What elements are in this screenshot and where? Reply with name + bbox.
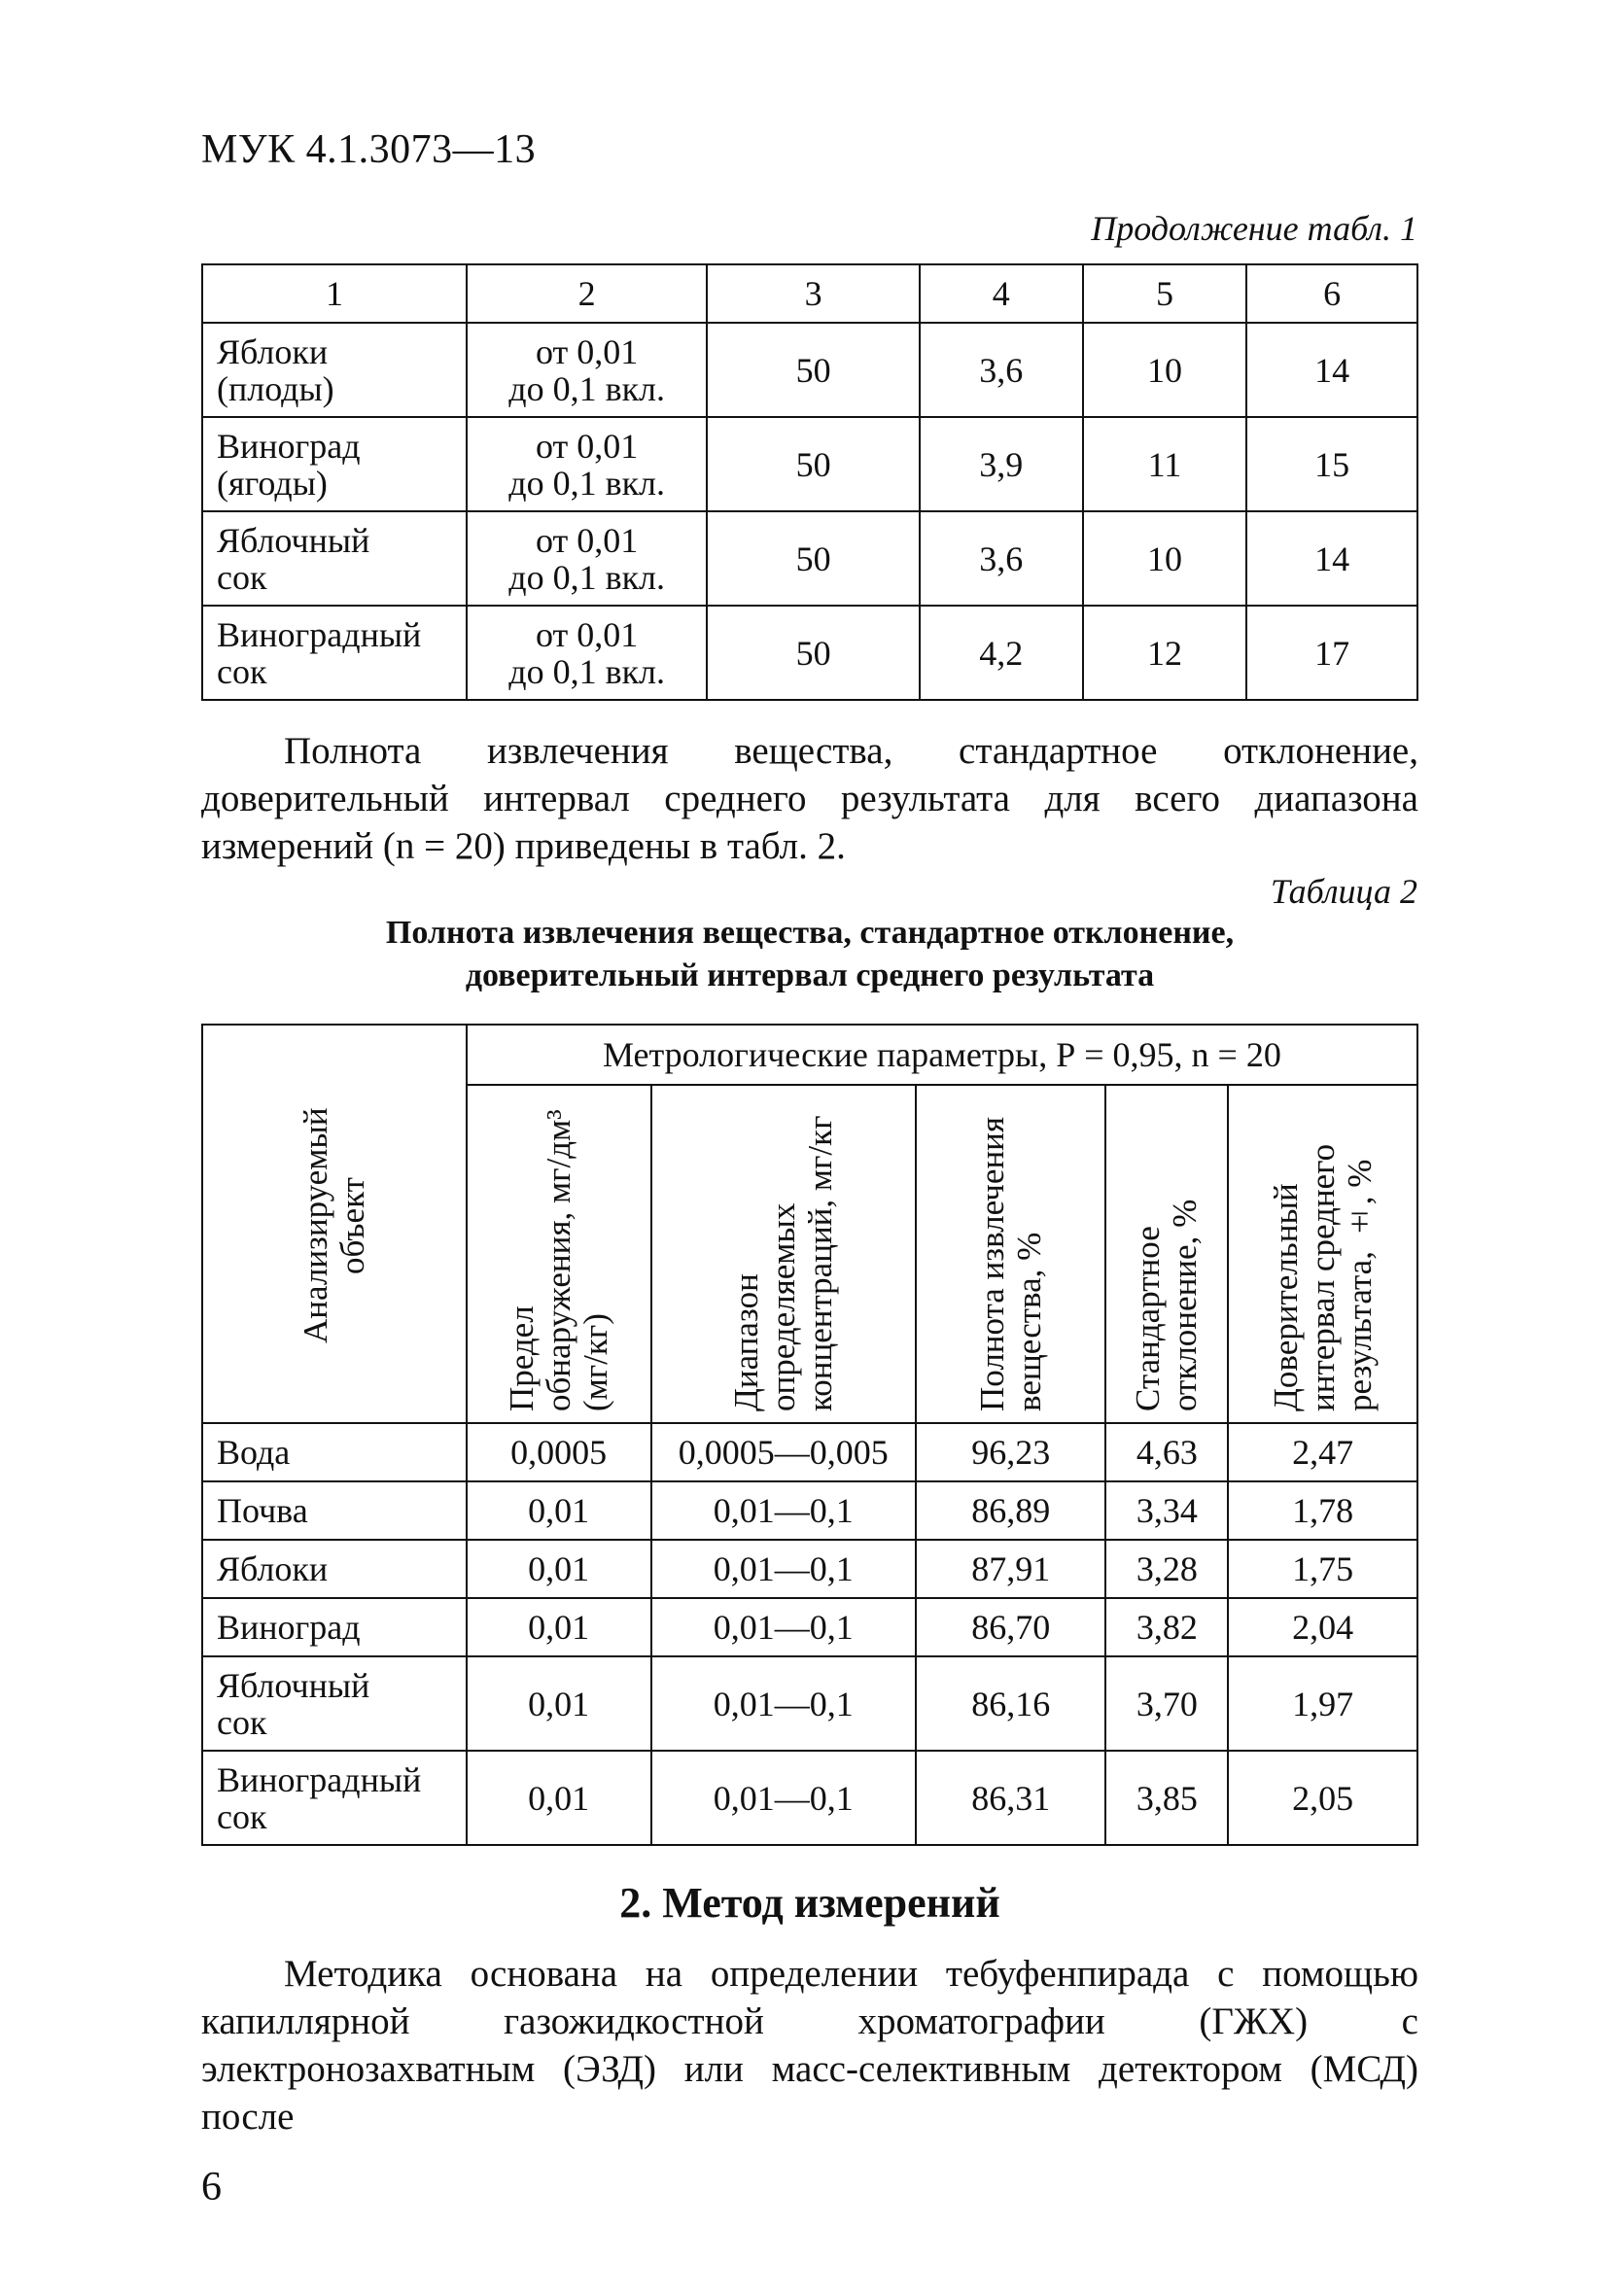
value-cell: 14 xyxy=(1246,511,1417,606)
sd-cell: 3,85 xyxy=(1105,1751,1228,1845)
ci-cell: 1,97 xyxy=(1228,1656,1417,1751)
row-name-line2: сок xyxy=(217,651,267,691)
value-cell: 11 xyxy=(1083,417,1247,511)
table-row xyxy=(202,417,1417,511)
value-cell: 50 xyxy=(707,606,920,700)
table1-header-cell: 5 xyxy=(1083,264,1247,323)
table1-continuation-label: Продолжение табл. 1 xyxy=(1091,209,1417,248)
value-cell: 3,9 xyxy=(920,417,1083,511)
value-cell: 3,6 xyxy=(920,323,1083,417)
table-row xyxy=(202,606,1417,700)
sd-cell: 3,82 xyxy=(1105,1598,1228,1656)
detect-cell: 0,01 xyxy=(467,1540,651,1598)
table1-header-cell: 2 xyxy=(467,264,708,323)
detect-cell: 0,01 xyxy=(467,1751,651,1845)
table2-caption: Таблица 2 xyxy=(1270,872,1417,911)
col-header-recovery-text: Полнота извлечения вещества, % xyxy=(972,1116,1048,1411)
value-cell: 50 xyxy=(707,323,920,417)
page-number: 6 xyxy=(201,2165,222,2209)
range-line2: до 0,1 вкл. xyxy=(508,557,666,597)
row-name-line1: Яблоки xyxy=(217,331,329,371)
row-name-line1: Виноградный xyxy=(217,614,422,654)
row-name-cell xyxy=(202,1656,467,1751)
table1-header-row xyxy=(202,264,1417,323)
ci-cell: 2,04 xyxy=(1228,1598,1417,1656)
value-cell: 50 xyxy=(707,417,920,511)
range-line1: от 0,01 xyxy=(536,426,639,466)
range-line2: до 0,1 вкл. xyxy=(508,368,666,408)
col-header-detect xyxy=(467,1085,651,1423)
range-line2: до 0,1 вкл. xyxy=(508,463,666,503)
recovery-cell: 87,91 xyxy=(916,1540,1106,1598)
value-cell: 15 xyxy=(1246,417,1417,511)
col-header-object xyxy=(202,1025,467,1423)
range-line1: от 0,01 xyxy=(536,614,639,654)
group-header-metrology: Метрологические параметры, Р = 0,95, n = 20 xyxy=(467,1025,1417,1085)
ci-cell: 1,75 xyxy=(1228,1540,1417,1598)
ci-cell: 2,47 xyxy=(1228,1423,1417,1481)
col-header-ci-text: Доверительный интервал среднего результата, ±, % xyxy=(1266,1143,1379,1411)
row-name-line2: (ягоды) xyxy=(217,463,328,503)
table-row xyxy=(202,1423,1417,1481)
recovery-cell: 86,16 xyxy=(916,1656,1106,1751)
range-cell: 0,01—0,1 xyxy=(651,1656,916,1751)
document-id: МУК 4.1.3073—13 xyxy=(201,127,537,172)
table2-title xyxy=(201,912,1418,997)
row-name-cell xyxy=(202,417,467,511)
range-cell xyxy=(467,606,708,700)
detect-cell: 0,0005 xyxy=(467,1423,651,1481)
row-name-cell xyxy=(202,511,467,606)
value-cell: 3,6 xyxy=(920,511,1083,606)
col-header-recovery xyxy=(916,1085,1106,1423)
paragraph-recovery-note: Полнота извлечения вещества, стандартное отклонение, доверительный интервал среднего результата для всего диапазона измерений (n = 20) приведены в табл. 2. xyxy=(201,730,1418,867)
value-cell: 4,2 xyxy=(920,606,1083,700)
range-line1: от 0,01 xyxy=(536,331,639,371)
row-name-cell: Виноград xyxy=(202,1598,467,1656)
value-cell: 10 xyxy=(1083,511,1247,606)
row-name-line2: сок xyxy=(217,1702,267,1742)
row-name-cell xyxy=(202,606,467,700)
table-row xyxy=(202,323,1417,417)
table2 xyxy=(201,1024,1418,1846)
row-name-cell: Почва xyxy=(202,1481,467,1540)
col-header-detect-text: Предел обнаружения, мг/дм³ (мг/кг) xyxy=(502,1108,614,1411)
ci-cell: 2,05 xyxy=(1228,1751,1417,1845)
range-cell xyxy=(467,323,708,417)
paragraph-method: Методика основана на определении тебуфенпирада с помощью капиллярной газожидкостной хроматографии (ГЖХ) с электронозахватным (ЭЗД) или масс-селективным детектором (МСД) после xyxy=(201,1953,1418,2138)
recovery-cell: 86,70 xyxy=(916,1598,1106,1656)
range-cell: 0,01—0,1 xyxy=(651,1751,916,1845)
col-header-object-text: Анализируемый объект xyxy=(296,1107,371,1343)
col-header-range xyxy=(651,1085,916,1423)
value-cell: 12 xyxy=(1083,606,1247,700)
sd-cell: 4,63 xyxy=(1105,1423,1228,1481)
range-cell: 0,01—0,1 xyxy=(651,1598,916,1656)
range-cell: 0,01—0,1 xyxy=(651,1481,916,1540)
detect-cell: 0,01 xyxy=(467,1598,651,1656)
sd-cell: 3,34 xyxy=(1105,1481,1228,1540)
table-row xyxy=(202,511,1417,606)
col-header-sd-text: Стандартное отклонение, % xyxy=(1129,1199,1205,1411)
value-cell: 50 xyxy=(707,511,920,606)
table1-header-cell: 6 xyxy=(1246,264,1417,323)
row-name-line2: сок xyxy=(217,557,267,597)
row-name-cell xyxy=(202,323,467,417)
value-cell: 10 xyxy=(1083,323,1247,417)
recovery-cell: 86,31 xyxy=(916,1751,1106,1845)
row-name-cell: Вода xyxy=(202,1423,467,1481)
table-row xyxy=(202,1656,1417,1751)
range-cell: 0,0005—0,005 xyxy=(651,1423,916,1481)
table1 xyxy=(201,263,1418,701)
detect-cell: 0,01 xyxy=(467,1481,651,1540)
value-cell: 17 xyxy=(1246,606,1417,700)
sd-cell: 3,70 xyxy=(1105,1656,1228,1751)
recovery-cell: 96,23 xyxy=(916,1423,1106,1481)
row-name-line2: (плоды) xyxy=(217,368,334,408)
row-name-cell xyxy=(202,1751,467,1845)
ci-cell: 1,78 xyxy=(1228,1481,1417,1540)
row-name-cell: Яблоки xyxy=(202,1540,467,1598)
range-line2: до 0,1 вкл. xyxy=(508,651,666,691)
table1-header-cell: 3 xyxy=(707,264,920,323)
range-line1: от 0,01 xyxy=(536,520,639,560)
row-name-line2: сок xyxy=(217,1796,267,1836)
table-row xyxy=(202,1598,1417,1656)
range-cell xyxy=(467,417,708,511)
sd-cell: 3,28 xyxy=(1105,1540,1228,1598)
range-cell: 0,01—0,1 xyxy=(651,1540,916,1598)
recovery-cell: 86,89 xyxy=(916,1481,1106,1540)
table-row xyxy=(202,1751,1417,1845)
table1-header-cell: 1 xyxy=(202,264,467,323)
table1-header-cell: 4 xyxy=(920,264,1083,323)
table-row xyxy=(202,1481,1417,1540)
table2-title-line1: Полнота извлечения вещества, стандартное отклонение, xyxy=(385,915,1235,951)
range-cell xyxy=(467,511,708,606)
row-name-line1: Виноград xyxy=(217,426,361,466)
table-row xyxy=(202,1540,1417,1598)
row-name-line1: Виноградный xyxy=(217,1759,422,1799)
row-name-line1: Яблочный xyxy=(217,520,370,560)
table2-title-line2: доверительный интервал среднего результата xyxy=(465,957,1155,993)
value-cell: 14 xyxy=(1246,323,1417,417)
detect-cell: 0,01 xyxy=(467,1656,651,1751)
table2-group-header-row xyxy=(202,1025,1417,1085)
col-header-range-text: Диапазон определяемых концентраций, мг/кг xyxy=(726,1115,839,1411)
col-header-sd xyxy=(1105,1085,1228,1423)
section-title: 2. Метод измерений xyxy=(619,1879,1000,1927)
row-name-line1: Яблочный xyxy=(217,1665,370,1705)
col-header-ci xyxy=(1228,1085,1417,1423)
